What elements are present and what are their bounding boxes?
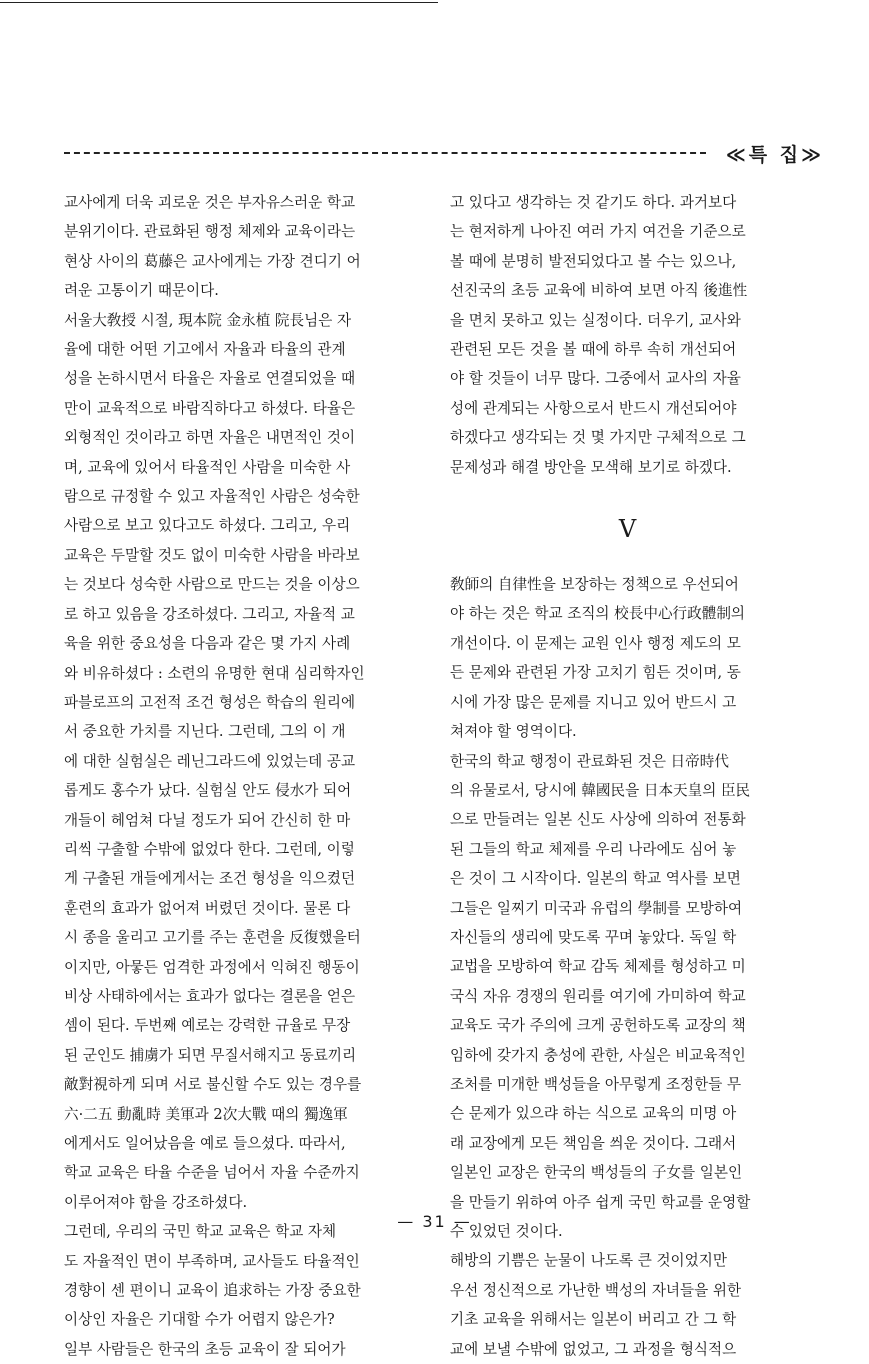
text-line: 는 현저하게 나아진 여러 가지 여건을 기준으로 (450, 223, 746, 241)
text-line: 는 것보다 성숙한 사람으로 만드는 것을 이상으 (64, 576, 360, 594)
text-line: 의 유물로서, 당시에 韓國民을 日本天皇의 臣民 (450, 781, 751, 799)
text-line: 된 군인도 捕虜가 되면 무질서해지고 동료끼리 (64, 1046, 357, 1064)
text-line: 롭게도 홍수가 났다. 실험실 안도 侵水가 되어 (64, 782, 352, 800)
text-line: 한국의 학교 행정이 관료화된 것은 日帝時代 (450, 752, 729, 770)
text-line: 문제성과 해결 방안을 모색해 보기로 하겠다. (450, 458, 732, 476)
text-line: 국식 자유 경쟁의 원리를 여기에 가미하여 학교 (450, 987, 746, 1005)
text-line: 며, 교육에 있어서 타율적인 사람을 미숙한 사 (64, 458, 351, 476)
text-line: 고 있다고 생각하는 것 같기도 하다. 과거보다 (450, 194, 737, 211)
text-line: 교사에게 더욱 괴로운 것은 부자유스러운 학교 (64, 194, 356, 211)
text-line: 일부 사람들은 한국의 초등 교육이 잘 되어가 (64, 1340, 346, 1358)
section-label: ≪특 집≫ (725, 144, 824, 166)
page-number: — 31 — (397, 1212, 472, 1231)
text-line: 분위기이다. 관료화된 행정 체제와 교육이라는 (64, 223, 356, 241)
text-line: 그들은 일찌기 미국과 유럽의 學制를 모방하여 (450, 899, 743, 917)
text-line: 성에 관계되는 사항으로서 반드시 개선되어야 (450, 399, 737, 417)
text-line: 을 만들기 위하여 아주 쉽게 국민 학교를 운영할 (450, 1193, 751, 1211)
text-line: 비상 사태하에서는 효과가 없다는 결론을 얻은 (64, 987, 356, 1005)
text-line: 훈련의 효과가 없어져 버렸던 것이다. 물론 다 (64, 899, 351, 917)
text-line: 리씩 구출할 수밖에 없었다 한다. 그런데, 이렇 (64, 840, 355, 858)
text-line: 에게서도 일어났음을 예로 들으셨다. 따라서, (64, 1135, 346, 1152)
text-line: 에 대한 실험실은 레닌그라드에 있었는데 공교 (64, 752, 356, 770)
section-heading: V (618, 515, 637, 544)
text-line: 람으로 규정할 수 있고 자율적인 사람은 성숙한 (64, 488, 360, 506)
text-line: 래 교장에게 모든 책임을 씌운 것이다. 그래서 (450, 1134, 737, 1152)
left-column (64, 188, 419, 1364)
text-line: 시에 가장 많은 문제를 지니고 있어 반드시 고 (450, 693, 737, 711)
text-line: 된 그들의 학교 체제를 우리 나라에도 심어 놓 (450, 840, 737, 858)
text-line: 외형적인 것이라고 하면 자율은 내면적인 것이 (64, 429, 356, 447)
text-line: 교육도 국가 주의에 크게 공헌하도록 교장의 책 (450, 1017, 746, 1035)
text-line: 敵對視하게 되며 서로 불신할 수도 있는 경우를 (64, 1076, 362, 1094)
text-line: 이루어져야 함을 강조하셨다. (64, 1193, 248, 1211)
text-line: 수 있었던 것이다. (450, 1223, 563, 1240)
text-line: 을 면치 못하고 있는 실정이다. 더우기, 교사와 (450, 311, 741, 329)
text-line: 임하에 갖가지 충성에 관한, 사실은 비교육적인 (450, 1046, 746, 1064)
text-line: 자신들의 생리에 맞도록 꾸며 놓았다. 독일 학 (450, 928, 737, 946)
text-line: 현상 사이의 葛藤은 교사에게는 가장 견디기 어 (64, 252, 361, 270)
top-rule (0, 2, 438, 3)
text-line: 이지만, 아뭏든 엄격한 과정에서 익혀진 행동이 (64, 958, 360, 976)
text-line: 은 것이 그 시작이다. 일본의 학교 역사를 보면 (450, 870, 741, 888)
text-line: 와 비유하셨다 : 소련의 유명한 현대 심리학자인 (64, 664, 365, 682)
text-line: 성을 논하시면서 타율은 자율로 연결되었을 때 (64, 370, 356, 388)
text-line: 파블로프의 고전적 조건 형성은 학습의 원리에 (64, 693, 356, 711)
text-line: 敎師의 自律性을 보장하는 정책으로 우선되어 (450, 576, 739, 594)
right-column (450, 188, 805, 1364)
text-line: 율에 대한 어떤 기고에서 자율과 타율의 관계 (64, 341, 346, 359)
text-line: 우선 정신적으로 가난한 백성의 자녀들을 위한 (450, 1281, 742, 1299)
text-line: 경향이 센 편이니 교육이 追求하는 가장 중요한 (64, 1282, 361, 1300)
text-line: 로 하고 있음을 강조하셨다. 그리고, 자율적 교 (64, 605, 355, 623)
text-line: 게 구출된 개들에게서는 조건 형성을 익으켰던 (64, 870, 356, 888)
header-band (64, 140, 824, 166)
text-line: 슨 문제가 있으랴 하는 식으로 교육의 미명 아 (450, 1105, 737, 1123)
text-line: 기초 교육을 위해서는 일본이 버리고 간 그 학 (450, 1311, 737, 1329)
text-line: 선진국의 초등 교육에 비하여 보면 아직 後進性 (450, 282, 748, 300)
text-line: 으로 만들려는 일본 신도 사상에 의하여 전통화 (450, 811, 746, 829)
text-line: 육을 위한 중요성을 다음과 같은 몇 가지 사례 (64, 635, 351, 653)
text-line: 교에 보낼 수밖에 없었고, 그 과정을 형식적으 (450, 1340, 737, 1358)
text-line: 그런데, 우리의 국민 학교 교육은 학교 자체 (64, 1223, 337, 1241)
text-line: 도 자율적인 면이 부족하며, 교사들도 타율적인 (64, 1252, 360, 1270)
text-line: 해방의 기쁨은 눈물이 나도록 큰 것이었지만 (450, 1252, 727, 1270)
text-line: 셈이 된다. 두번째 예로는 강력한 규율로 무장 (64, 1017, 351, 1035)
text-line: 학교 교육은 타율 수준을 넘어서 자율 수준까지 (64, 1164, 360, 1182)
text-line: 사람으로 보고 있다고도 하셨다. 그리고, 우리 (64, 517, 351, 535)
text-line: 六·二五 動亂時 美軍과 2次大戰 때의 獨逸軍 (64, 1105, 348, 1123)
text-line: 조처를 미개한 백성들을 아무렇게 조정한들 무 (450, 1075, 742, 1093)
text-line: 하겠다고 생각되는 것 몇 가지만 구체적으로 그 (450, 429, 746, 447)
right-column-top (450, 188, 805, 482)
header-dashed-rule (64, 152, 706, 154)
text-line: 만이 교육적으로 바람직하다고 하셨다. 타율은 (64, 399, 356, 417)
text-line: 서울大敎授 시절, 現本院 金永植 院長님은 자 (64, 311, 352, 329)
text-line: 쳐져야 할 영역이다. (450, 723, 577, 741)
text-line: 려운 고통이기 때문이다. (64, 282, 219, 300)
text-line: 개들이 헤엄쳐 다닐 정도가 되어 간신히 한 마 (64, 811, 351, 829)
text-line: 서 중요한 가치를 지닌다. 그런데, 그의 이 개 (64, 723, 346, 741)
text-line: 관련된 모든 것을 볼 때에 하루 속히 개선되어 (450, 341, 737, 359)
text-line: 시 종을 울리고 고기를 주는 훈련을 反復했을터 (64, 929, 361, 947)
text-line: 볼 때에 분명히 발전되었다고 볼 수는 있으나, (450, 252, 737, 270)
right-column-bottom (450, 570, 805, 1364)
text-line: 개선이다. 이 문제는 교원 인사 행정 제도의 모 (450, 634, 741, 652)
text-line: 일본인 교장은 한국의 백성들의 子女를 일본인 (450, 1164, 743, 1182)
text-line: 야 하는 것은 학교 조직의 校長中心行政體制의 (450, 605, 746, 623)
text-line: 교법을 모방하여 학교 감독 체제를 형성하고 미 (450, 958, 746, 976)
text-line: 이상인 자율은 기대할 수가 어렵지 않은가? (64, 1311, 335, 1329)
text-line: 교육은 두말할 것도 없이 미숙한 사람을 바라보 (64, 546, 360, 564)
text-line: 야 할 것들이 너무 많다. 그중에서 교사의 자율 (450, 370, 741, 388)
text-line: 든 문제와 관련된 가장 고치기 힘든 것이며, 동 (450, 664, 741, 682)
